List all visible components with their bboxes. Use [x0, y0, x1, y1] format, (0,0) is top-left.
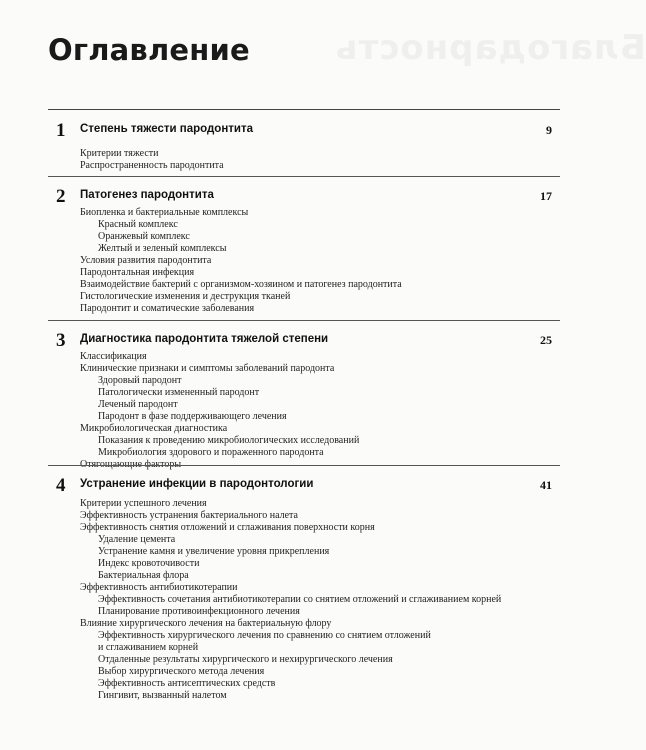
toc-entry[interactable]: Пародонтит и соматические заболевания [80, 303, 255, 314]
chapter-4 [48, 465, 560, 701]
toc-subentry[interactable]: Эффективность хирургического лечения по сравнению со снятием отложений [98, 630, 431, 641]
bleed-through-text: Благодарность [335, 28, 646, 68]
chapter-page-number: 9 [546, 123, 552, 137]
toc-subentry[interactable]: Устранение камня и увеличение уровня прикрепления [98, 546, 330, 557]
chapter-title[interactable]: Диагностика пародонтита тяжелой степени [80, 333, 329, 345]
toc-subentry[interactable]: Леченый пародонт [98, 399, 178, 410]
chapter-page-number: 17 [540, 189, 552, 203]
toc-entry[interactable]: Биопленка и бактериальные комплексы [80, 207, 249, 218]
chapter-entries [80, 207, 402, 315]
chapter-page-number: 25 [540, 333, 552, 347]
toc-subentry[interactable]: Желтый и зеленый комплексы [98, 243, 227, 254]
toc-entry[interactable]: Отягощающие факторы [80, 459, 182, 470]
chapter-title[interactable]: Степень тяжести пародонтита [80, 123, 254, 135]
toc-subentry[interactable]: Эффективность сочетания антибиотикотерапии со снятием отложений и сглаживанием корней [98, 594, 502, 605]
toc-subentry[interactable]: Индекс кровоточивости [98, 558, 200, 569]
toc-subentry[interactable]: Красный комплекс [98, 219, 178, 230]
toc-subentry[interactable]: Бактериальная флора [98, 570, 189, 581]
chapter-number: 1 [56, 120, 66, 141]
toc-entry[interactable]: Клинические признаки и симптомы заболеваний пародонта [80, 363, 335, 374]
toc-subentry[interactable]: Эффективность антисептических средств [98, 678, 276, 689]
toc-subentry[interactable]: и сглаживанием корней [98, 642, 199, 653]
toc-subentry[interactable]: Патологически измененный пародонт [98, 387, 260, 398]
toc-subentry[interactable]: Выбор хирургического метода лечения [98, 666, 265, 677]
toc-entry[interactable]: Распространенность пародонтита [80, 160, 224, 171]
toc-subentry[interactable]: Удаление цемента [98, 534, 176, 545]
toc-subentry[interactable]: Здоровый пародонт [98, 375, 182, 386]
toc-entry[interactable]: Критерии успешного лечения [80, 498, 207, 509]
toc-subentry[interactable]: Показания к проведению микробиологических исследований [98, 435, 360, 446]
chapter-entries [80, 148, 224, 172]
toc-entry[interactable]: Гистологические изменения и деструкция тканей [80, 291, 291, 302]
toc-subentry[interactable]: Отдаленные результаты хирургического и нехирургического лечения [98, 654, 393, 665]
toc-entry[interactable]: Микробиологическая диагностика [80, 423, 228, 434]
toc-entry[interactable]: Пародонтальная инфекция [80, 267, 195, 278]
toc-entry[interactable]: Взаимодействие бактерий с организмом-хозяином и патогенез пародонтита [80, 279, 402, 290]
chapter-title[interactable]: Патогенез пародонтита [80, 189, 214, 201]
chapter-3 [48, 320, 560, 470]
toc-entry[interactable]: Эффективность антибиотикотерапии [80, 582, 238, 593]
toc-entry[interactable]: Эффективность снятия отложений и сглаживания поверхности корня [80, 522, 375, 533]
chapter-number: 2 [56, 186, 66, 207]
toc-entry[interactable]: Условия развития пародонтита [80, 255, 212, 266]
chapter-number: 3 [56, 330, 66, 351]
chapter-number: 4 [56, 475, 66, 496]
toc-subentry[interactable]: Микробиология здорового и пораженного пародонта [98, 447, 324, 458]
toc-entry[interactable]: Классификация [80, 351, 147, 362]
toc-subentry[interactable]: Гингивит, вызванный налетом [98, 690, 227, 701]
toc-entry[interactable]: Эффективность устранения бактериального налета [80, 510, 298, 521]
chapter-title[interactable]: Устранение инфекции в пародонтологии [80, 478, 314, 490]
chapter-page-number: 41 [540, 478, 552, 492]
chapter-entries [80, 498, 501, 702]
toc-subentry[interactable]: Пародонт в фазе поддерживающего лечения [98, 411, 287, 422]
toc-entry[interactable]: Критерии тяжести [80, 148, 159, 159]
page-title: Оглавление [48, 33, 250, 67]
toc-subentry[interactable]: Оранжевый комплекс [98, 231, 190, 242]
toc-subentry[interactable]: Планирование противоинфекционного лечения [98, 606, 300, 617]
top-divider [48, 109, 560, 110]
toc-entry[interactable]: Влияние хирургического лечения на бактериальную флору [80, 618, 332, 629]
chapter-2 [48, 176, 560, 314]
chapter-entries [80, 351, 359, 471]
